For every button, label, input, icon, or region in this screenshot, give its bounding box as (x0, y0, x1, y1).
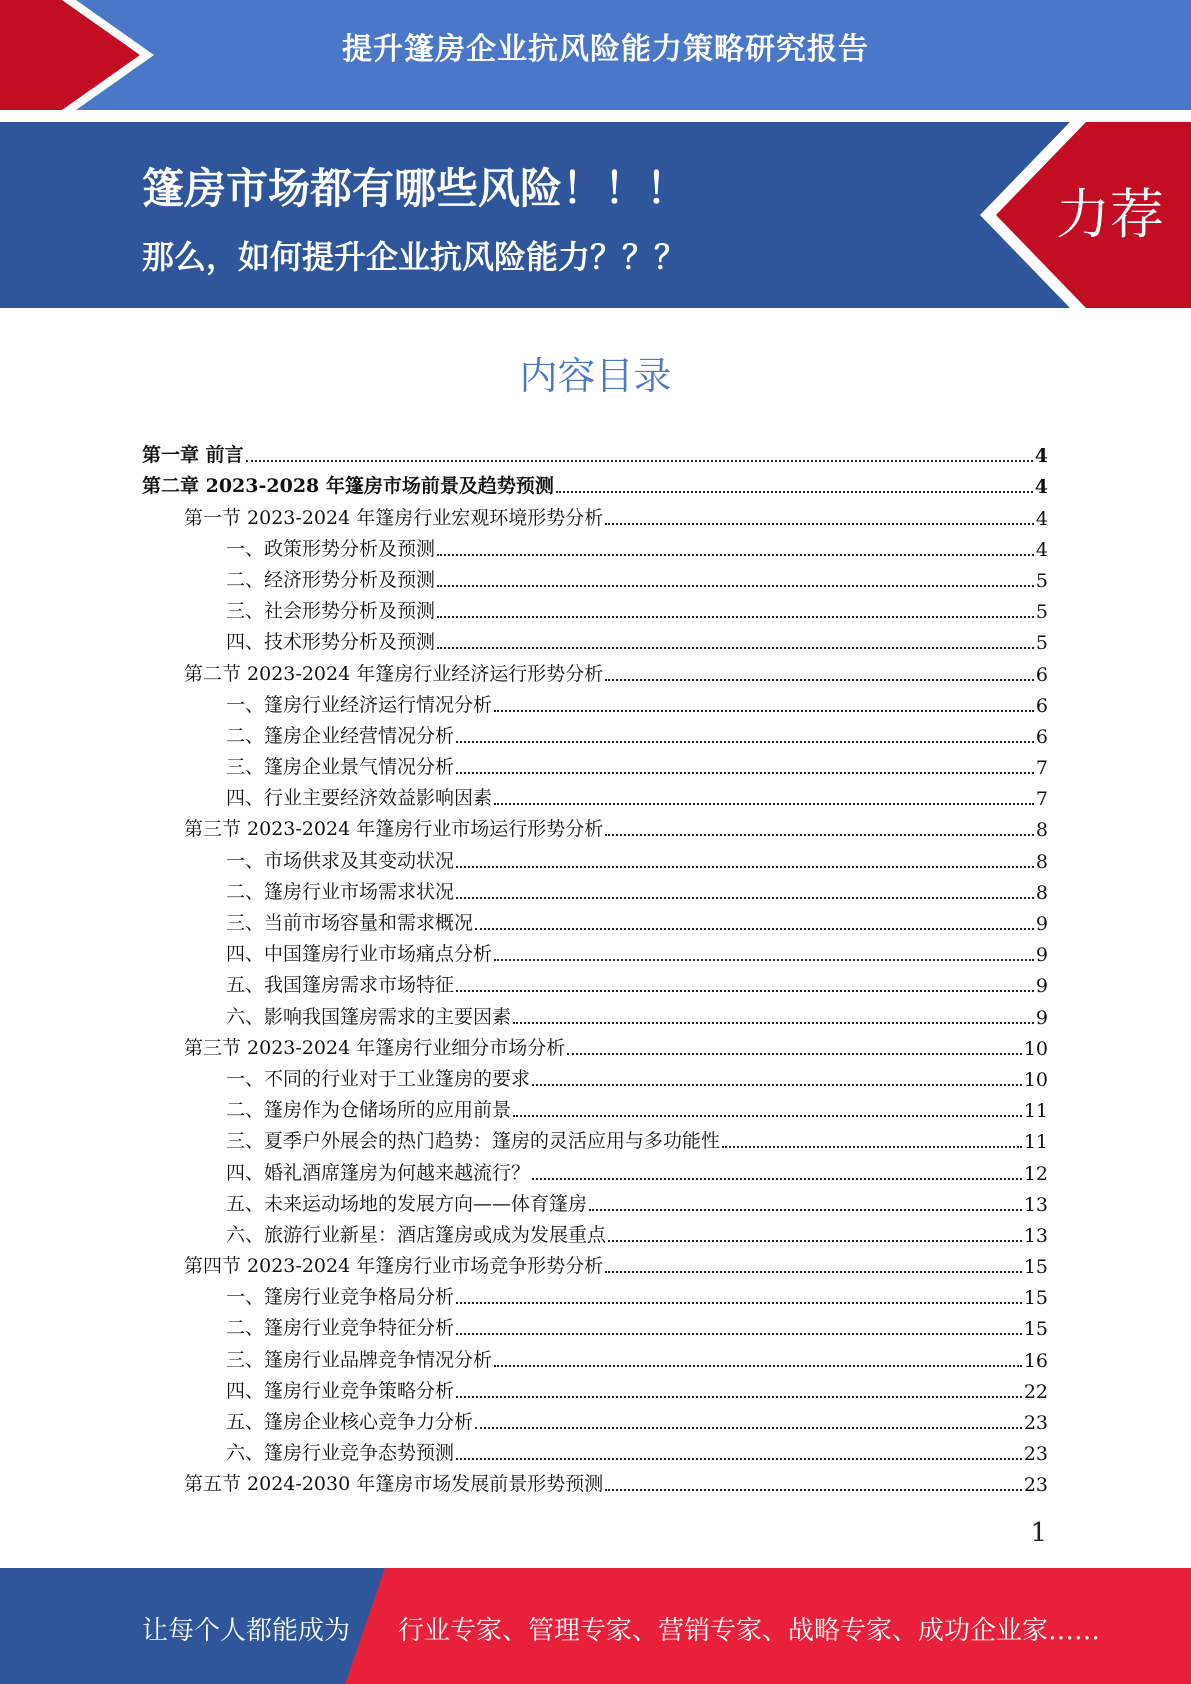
toc-entry-page: 6 (1035, 725, 1048, 748)
toc-entry[interactable] (142, 1122, 1048, 1153)
toc-entry-page: 8 (1035, 850, 1048, 873)
toc-entry[interactable] (142, 654, 1048, 685)
toc-entry-title: 第二节 2023-2024 年篷房行业经济运行形势分析 (184, 662, 604, 685)
toc-entry[interactable] (142, 997, 1048, 1028)
toc-entry[interactable] (142, 467, 1048, 498)
toc-dot-leader (513, 1022, 1034, 1024)
toc-dot-leader (437, 554, 1034, 556)
toc-entry-page: 9 (1035, 944, 1048, 967)
toc-entry-title: 第一章 前言 (142, 444, 244, 467)
toc-entry[interactable] (142, 1060, 1048, 1091)
toc-entry[interactable] (142, 935, 1048, 966)
toc-entry-title: 二、篷房作为仓储场所的应用前景 (226, 1099, 512, 1122)
toc-entry-title: 三、篷房企业景气情况分析 (226, 756, 455, 779)
toc-dot-leader (589, 1209, 1022, 1211)
toc-entry-title: 一、市场供求及其变动状况 (226, 849, 455, 872)
toc-entry-page: 7 (1035, 788, 1048, 811)
toc-dot-leader (437, 585, 1034, 587)
report-title: 提升篷房企业抗风险能力策略研究报告 (342, 32, 869, 67)
toc-entry[interactable] (142, 810, 1048, 841)
toc-dot-leader (475, 928, 1034, 930)
toc-entry-title: 二、篷房行业市场需求状况 (226, 880, 455, 903)
toc-entry-page: 11 (1023, 1100, 1048, 1123)
toc-dot-leader (456, 1396, 1022, 1398)
toc-heading: 内容目录 (519, 354, 672, 398)
toc-dot-leader (456, 772, 1034, 774)
toc-dot-leader (605, 523, 1034, 525)
toc-entry[interactable] (142, 1247, 1048, 1278)
toc-entry-title: 六、旅游行业新星：酒店篷房或成为发展重点 (226, 1223, 607, 1246)
toc-dot-leader (494, 710, 1034, 712)
toc-entry-page: 15 (1023, 1256, 1048, 1279)
toc-entry-title: 第二章 2023-2028 年篷房市场前景及趋势预测 (142, 475, 554, 498)
toc-entry-title: 一、篷房行业经济运行情况分析 (226, 693, 493, 716)
toc-dot-leader (456, 1302, 1022, 1304)
toc-dot-leader (456, 741, 1034, 743)
toc-dot-leader (532, 1084, 1022, 1086)
toc-entry-page: 15 (1023, 1287, 1048, 1310)
toc-entry-title: 三、社会形势分析及预测 (226, 600, 436, 623)
toc-entry[interactable] (142, 1185, 1048, 1216)
toc-entry[interactable] (142, 873, 1048, 904)
toc-entry-page: 23 (1023, 1474, 1048, 1497)
toc-dot-leader (437, 647, 1034, 649)
toc-dot-leader (437, 616, 1034, 618)
toc-entry[interactable] (142, 717, 1048, 748)
hero-subheadline: 那么，如何提升企业抗风险能力？？？ (142, 238, 687, 276)
toc-entry[interactable] (142, 841, 1048, 872)
toc-entry[interactable] (142, 779, 1048, 810)
toc-entry[interactable] (142, 1278, 1048, 1309)
table-of-contents (142, 436, 1048, 1496)
toc-entry-title: 五、未来运动场地的发展方向——体育篷房 (226, 1192, 588, 1215)
toc-dot-leader (456, 897, 1034, 899)
toc-entry-title: 四、行业主要经济效益影响因素 (226, 787, 493, 810)
toc-entry-title: 二、经济形势分析及预测 (226, 568, 436, 591)
toc-entry-title: 第一节 2023-2024 年篷房行业宏观环境形势分析 (184, 506, 604, 529)
toc-entry-page: 4 (1035, 538, 1048, 561)
toc-dot-leader (494, 803, 1034, 805)
toc-dot-leader (494, 1365, 1022, 1367)
toc-entry-page: 10 (1023, 1037, 1048, 1060)
toc-entry[interactable] (142, 904, 1048, 935)
toc-entry-title: 第四节 2023-2024 年篷房行业市场竞争形势分析 (184, 1255, 604, 1278)
toc-entry-title: 一、篷房行业竞争格局分析 (226, 1286, 455, 1309)
toc-dot-leader (605, 679, 1034, 681)
hero-headline: 篷房市场都有哪些风险！！！ (142, 164, 689, 213)
toc-dot-leader (532, 1178, 1022, 1180)
toc-entry-page: 12 (1023, 1162, 1048, 1185)
toc-entry[interactable] (142, 498, 1048, 529)
toc-entry-page: 13 (1023, 1224, 1048, 1247)
toc-dot-leader (722, 1146, 1022, 1148)
toc-dot-leader (605, 1271, 1022, 1273)
toc-entry-page: 9 (1035, 1006, 1048, 1029)
footer-slogan-right: 行业专家、管理专家、营销专家、战略专家、成功企业家…… (398, 1616, 1101, 1646)
toc-entry[interactable] (142, 592, 1048, 623)
toc-entry-title: 四、技术形势分析及预测 (226, 631, 436, 654)
toc-entry[interactable] (142, 1091, 1048, 1122)
toc-entry-title: 四、中国篷房行业市场痛点分析 (226, 943, 493, 966)
toc-entry-page: 5 (1035, 632, 1048, 655)
toc-entry-page: 9 (1035, 975, 1048, 998)
toc-entry[interactable] (142, 1372, 1048, 1403)
toc-entry-page: 22 (1023, 1380, 1048, 1403)
toc-entry-title: 一、政策形势分析及预测 (226, 537, 436, 560)
toc-entry-title: 四、篷房行业竞争策略分析 (226, 1379, 455, 1402)
page-number: 1 (1030, 1518, 1047, 1548)
toc-entry[interactable] (142, 1029, 1048, 1060)
toc-entry-title: 二、篷房企业经营情况分析 (226, 724, 455, 747)
toc-entry[interactable] (142, 1309, 1048, 1340)
toc-entry[interactable] (142, 966, 1048, 997)
toc-entry-title: 三、夏季户外展会的热门趋势：篷房的灵活应用与多功能性 (226, 1130, 721, 1153)
toc-dot-leader (605, 1489, 1022, 1491)
toc-entry-title: 第五节 2024-2030 年篷房市场发展前景形势预测 (184, 1473, 604, 1496)
toc-dot-leader (605, 834, 1034, 836)
toc-dot-leader (475, 1427, 1022, 1429)
hero-band (0, 122, 1191, 308)
toc-entry[interactable] (142, 530, 1048, 561)
toc-entry[interactable] (142, 1216, 1048, 1247)
recommend-badge-label: 力荐 (1056, 183, 1164, 246)
toc-entry-title: 六、篷房行业竞争态势预测 (226, 1442, 455, 1465)
toc-dot-leader (456, 1333, 1022, 1335)
footer-slogan-left: 让每个人都能成为 (142, 1616, 351, 1646)
toc-entry[interactable] (142, 1153, 1048, 1184)
toc-dot-leader (567, 1053, 1022, 1055)
toc-entry-page: 5 (1035, 569, 1048, 592)
toc-entry-title: 第三节 2023-2024 年篷房行业细分市场分析 (184, 1036, 566, 1059)
toc-dot-leader (556, 491, 1033, 493)
toc-entry[interactable] (142, 686, 1048, 717)
toc-entry-page: 23 (1023, 1412, 1048, 1434)
toc-entry[interactable] (142, 561, 1048, 592)
toc-entry-page: 15 (1023, 1318, 1048, 1341)
toc-entry-page: 5 (1035, 601, 1048, 624)
toc-entry-page: 16 (1023, 1349, 1048, 1372)
toc-entry[interactable] (142, 1434, 1048, 1465)
toc-entry-title: 五、我国篷房需求市场特征 (226, 974, 455, 997)
toc-dot-leader (494, 959, 1034, 961)
toc-entry-title: 第三节 2023-2024 年篷房行业市场运行形势分析 (184, 818, 604, 841)
toc-entry-page: 7 (1035, 757, 1048, 780)
toc-dot-leader (608, 1240, 1022, 1242)
toc-entry-title: 二、篷房行业竞争特征分析 (226, 1317, 455, 1340)
toc-entry[interactable] (142, 1465, 1048, 1496)
toc-dot-leader (513, 1115, 1022, 1117)
toc-entry-title: 六、影响我国篷房需求的主要因素 (226, 1005, 512, 1028)
toc-entry-page: 13 (1023, 1193, 1048, 1216)
toc-entry[interactable] (142, 623, 1048, 654)
toc-entry-page: 23 (1023, 1443, 1048, 1466)
toc-entry-title: 五、篷房企业核心竞争力分析 (226, 1411, 474, 1433)
toc-entry-page: 10 (1023, 1068, 1048, 1091)
toc-entry-page: 8 (1035, 819, 1048, 842)
toc-entry-page: 4 (1035, 507, 1048, 530)
toc-entry[interactable] (142, 1403, 1048, 1434)
toc-entry[interactable] (142, 436, 1048, 467)
toc-entry-page: 8 (1035, 881, 1048, 904)
toc-dot-leader (456, 990, 1034, 992)
toc-entry-title: 三、篷房行业品牌竞争情况分析 (226, 1348, 493, 1371)
toc-entry-page: 6 (1035, 663, 1048, 686)
toc-entry-page: 4 (1034, 445, 1048, 468)
toc-entry[interactable] (142, 748, 1048, 779)
toc-entry-title: 三、当前市场容量和需求概况 (226, 912, 474, 934)
toc-dot-leader (246, 460, 1033, 462)
toc-entry-title: 一、不同的行业对于工业篷房的要求 (226, 1067, 531, 1090)
toc-entry[interactable] (142, 1340, 1048, 1371)
toc-entry-page: 11 (1023, 1131, 1048, 1154)
toc-dot-leader (456, 866, 1034, 868)
toc-dot-leader (456, 1458, 1022, 1460)
toc-entry-title: 四、婚礼酒席篷房为何越来越流行？ (226, 1161, 531, 1184)
toc-entry-page: 6 (1035, 694, 1048, 717)
toc-entry-page: 4 (1034, 476, 1048, 499)
toc-entry-page: 9 (1035, 913, 1048, 935)
top-banner (0, 0, 1191, 110)
